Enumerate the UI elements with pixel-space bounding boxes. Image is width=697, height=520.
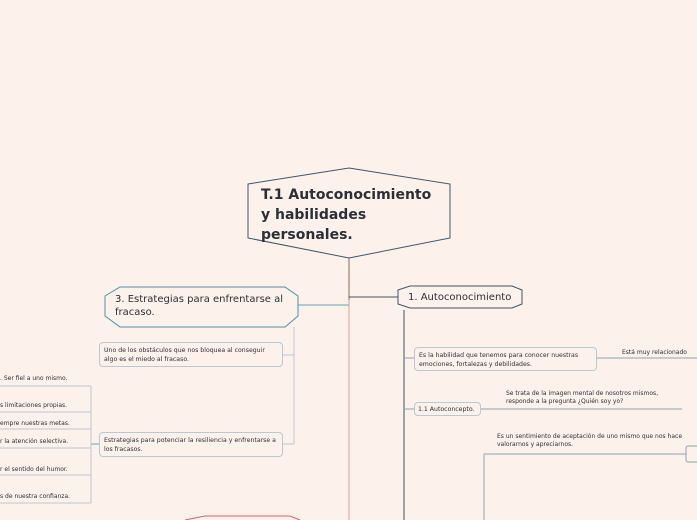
obstaculo-node[interactable]: Uno de los obstáculos que nos bloquea al conseguir algo es el miedo al fracaso.: [99, 342, 283, 367]
leaf-limitaciones[interactable]: s limitaciones propias.: [0, 402, 68, 409]
leaf-confianza[interactable]: s de nuestra confianza.: [0, 493, 71, 500]
leaf-atencion[interactable]: r la atención selectiva.: [0, 438, 69, 445]
leaf-humor[interactable]: r el sentido del humor.: [0, 466, 68, 473]
central-topic-title[interactable]: T.1 Autoconocimiento y habilidades personales.: [261, 187, 432, 243]
definicion-child-node[interactable]: Está muy relacionado: [622, 349, 687, 356]
resiliencia-node[interactable]: Estrategias para potenciar la resiliencia y enfrentarse a los fracasos.: [99, 432, 283, 457]
autoestima-child-node[interactable]: Es un sentimiento de aceptación de uno mismo que nos hace valorarnos y apreciarnos.: [497, 433, 683, 448]
leaf-metas[interactable]: empre nuestras metas.: [0, 420, 70, 427]
topic-estrategias[interactable]: 3. Estrategias para enfrentarse al fracaso.: [115, 294, 284, 318]
autoconcepto-node[interactable]: 1.1 Autoconcepto.: [414, 402, 481, 416]
topic-autoconocimiento[interactable]: 1. Autoconocimiento: [408, 292, 512, 303]
autoconcepto-child-node[interactable]: Se trata de la imagen mental de nosotros mismos, responde a la pregunta ¿Quién soy yo?: [506, 390, 659, 405]
leaf-fiel[interactable]: . Ser fiel a uno mismo.: [0, 375, 68, 382]
definicion-node[interactable]: Es la habilidad que tenemos para conocer nuestras emociones, fortalezas y debilidades.: [414, 347, 597, 371]
